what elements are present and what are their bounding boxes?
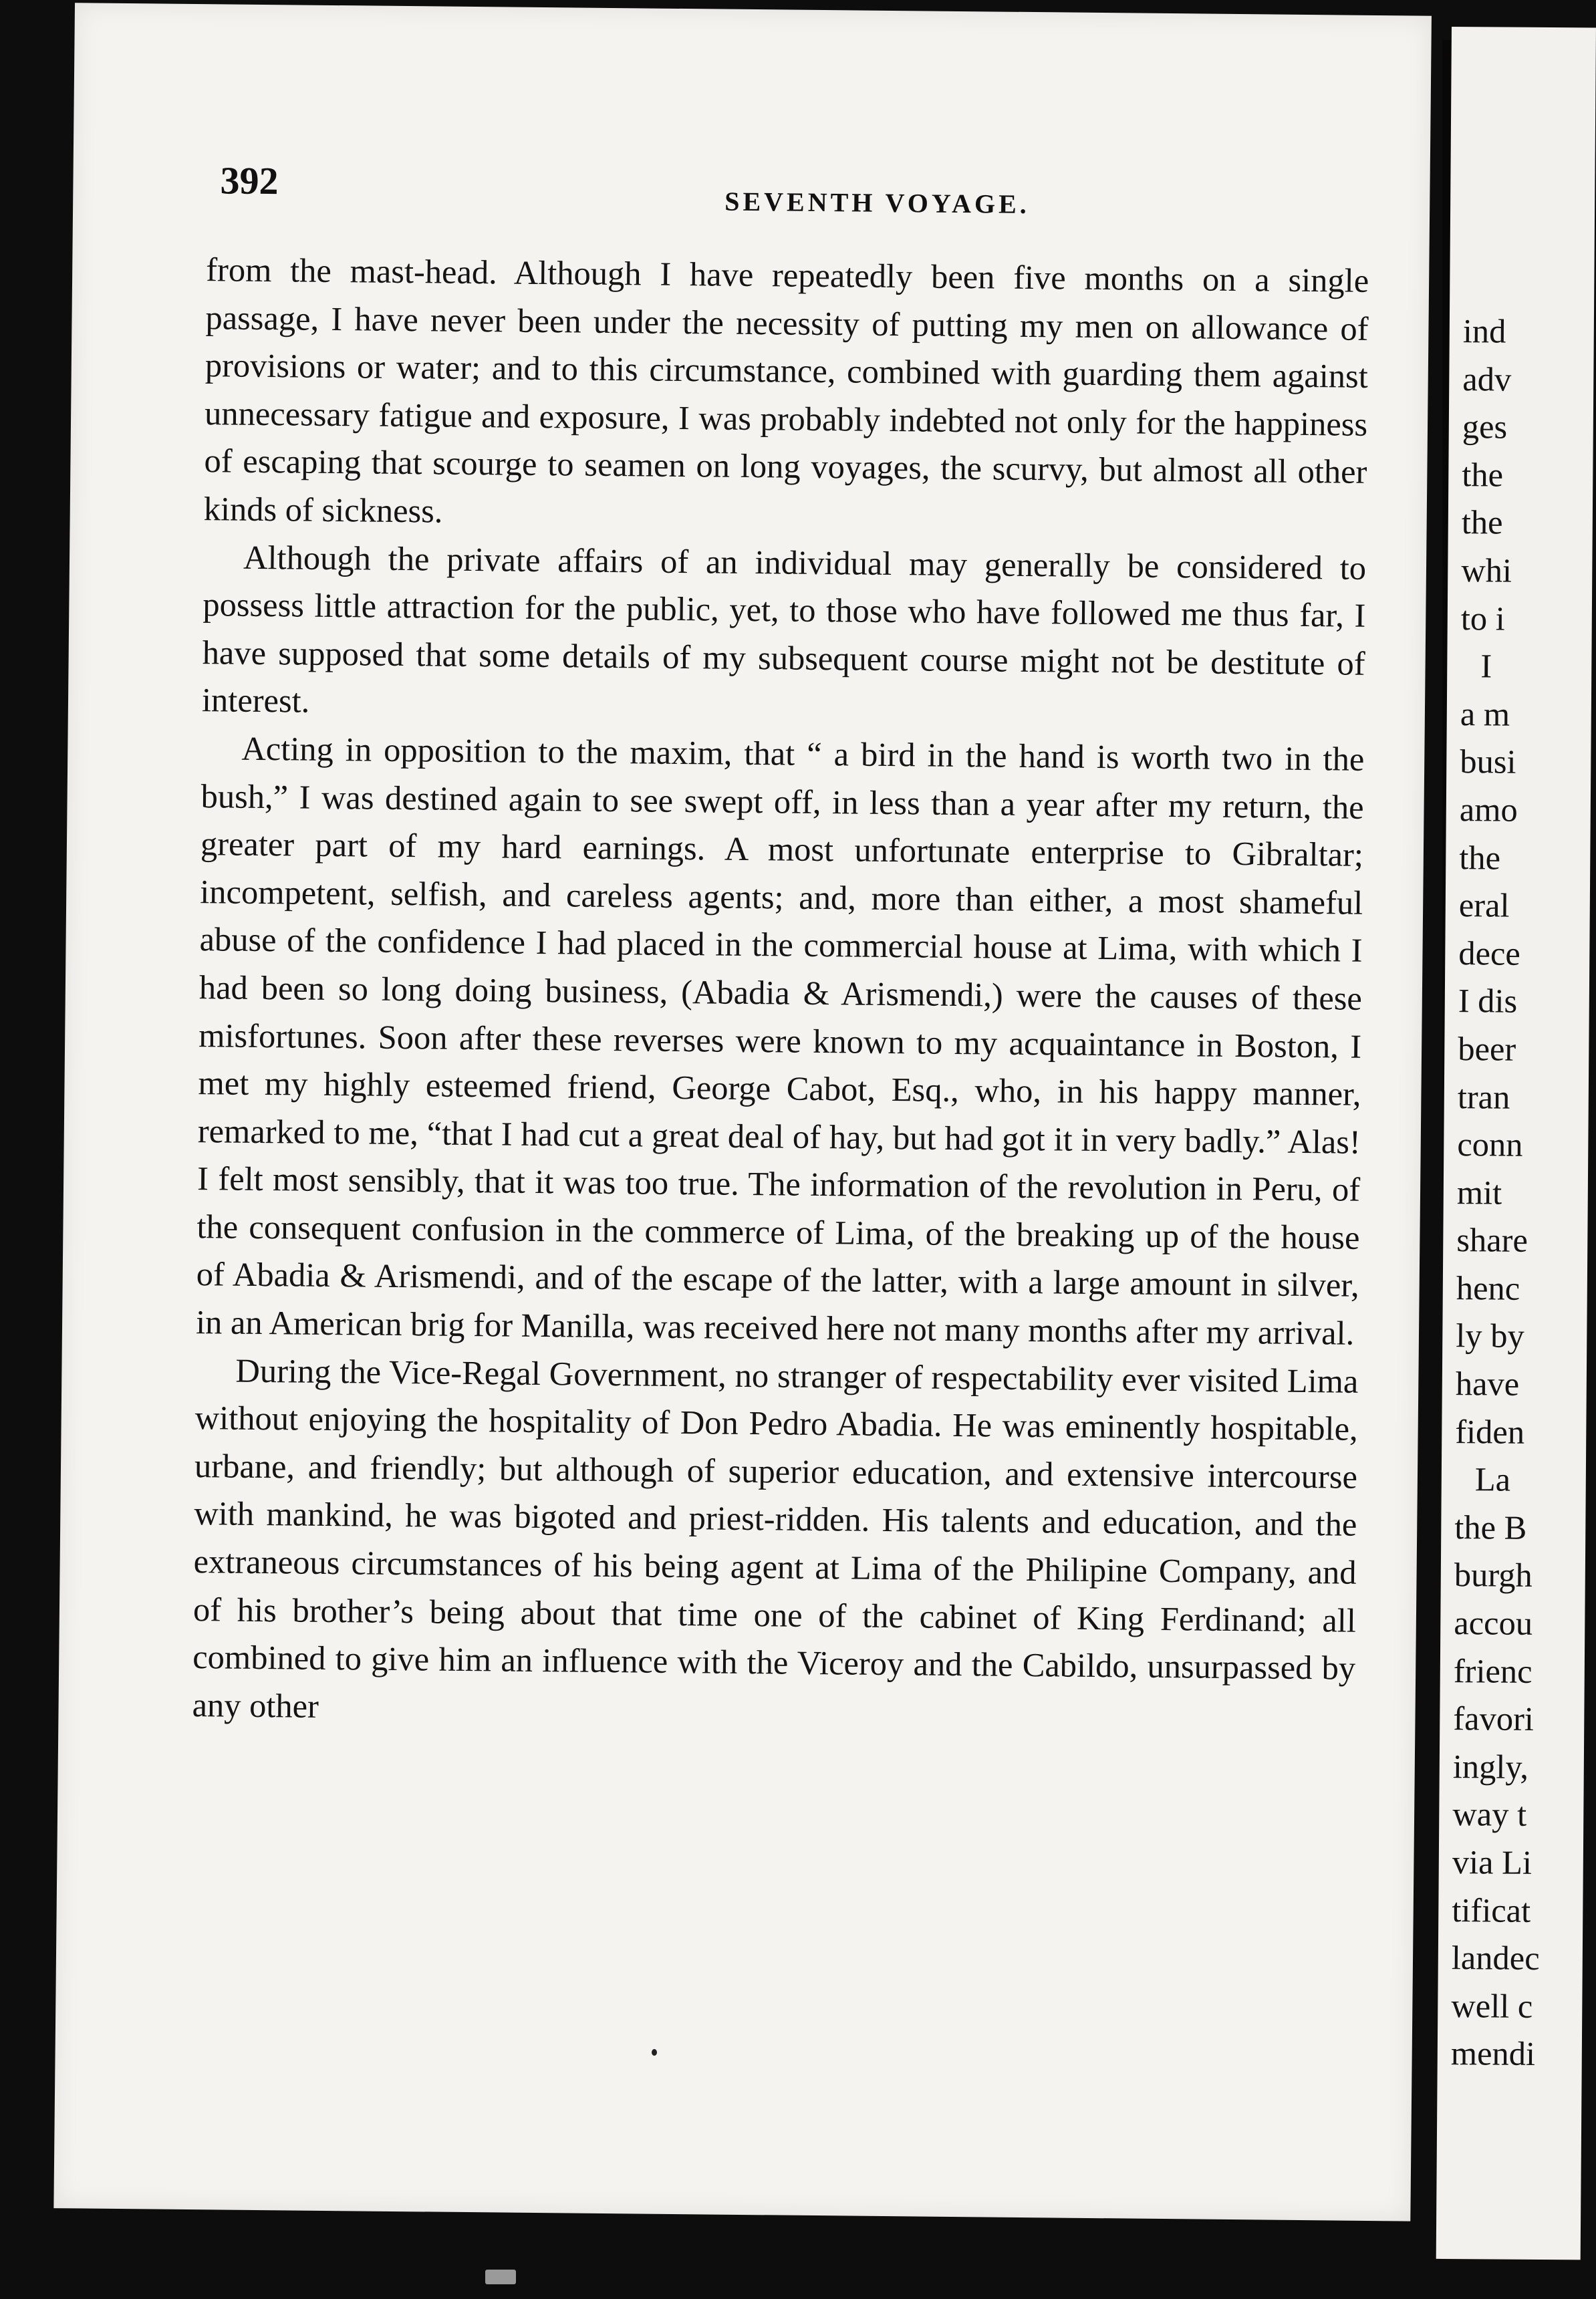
right-line: dece [1458,934,1521,972]
right-line: favori [1453,1700,1535,1738]
running-head: SEVENTH VOYAGE. [724,186,1030,219]
right-line: fiden [1455,1412,1525,1451]
right-line: adv [1462,360,1512,398]
right-line: mit [1456,1173,1502,1212]
right-line: tran [1457,1077,1510,1116]
right-line: busi [1460,742,1516,781]
ink-speck [652,2049,657,2056]
book-page [53,3,1432,2221]
right-line: eral [1458,886,1510,924]
right-line: burgh [1454,1556,1533,1595]
right-line: tificat [1452,1891,1531,1929]
right-line: henc [1456,1268,1520,1307]
paragraph: During the Vice-Regal Government, no stranger of respectability ever visited Lima without enjoying the hospitality of Don Pedro Abadia. He was eminently hospitable, urbane, and friendly; but although of superior education, and extensive intercourse with mankind, he was bigoted and priest-ridden. His talents and education, and the extraneous circumstances of his being agent at Lima of the Philipine Company, and of his brother’s being about that time one of the cabinet of King Ferdinand; all combined to give him an influence with the Viceroy and the Cabildo, unsurpassed by any other [192,1351,1359,1725]
right-line: beer [1458,1030,1516,1068]
right-line: have [1455,1365,1520,1403]
right-page-text [1451,307,1596,2078]
right-line: frienc [1453,1651,1533,1690]
page-body [192,246,1369,1740]
paragraph: Acting in opposition to the maxim, that “ a bird in the hand is worth two in the bush,” I was destined again to see swept off, in less than a year after my return, the greater part of my hard earnings. A most unfortunate enterprise to Gibraltar; incompetent, selfish, and careless agents; and, more than either, a most shameful abuse of the confidence I had placed in the commercial house at Lima, with which I had been so long doing business, (Abadia & Arismendi,) were the causes of these misfortunes. Soon after these reverses were known to my acquaintance in Boston, I met my highly esteemed friend, George Cabot, Esq., who, in his happy manner, remarked to me, “that I had cut a great deal of hay, but had got it in very badly.” Alas! I felt most sensibly, that it was too true. The information of the revolution in Peru, of the consequent confusion in the commerce of Lima, of the breaking up of the house of Abadia & Arismendi, and of the escape of the latter, with a large amount in silver, in an American brig for Manilla, was received here not many months after my arrival. [195,729,1365,1352]
scanner-mark [485,2270,516,2284]
right-line: I dis [1458,982,1518,1021]
right-line: well c [1451,1986,1533,2025]
right-line: ges [1462,408,1508,446]
right-page-edge [1436,27,1596,2260]
right-line: a m [1460,694,1510,733]
right-line: way t [1452,1795,1527,1834]
right-line: the [1462,455,1504,494]
right-line: La [1474,1460,1511,1498]
right-line: accou [1454,1604,1533,1642]
right-line: whi [1461,551,1512,589]
page-number: 392 [220,158,279,203]
right-line: amo [1459,791,1518,829]
right-line: the [1461,503,1503,541]
right-line: the [1459,838,1501,877]
right-line: ind [1462,312,1506,350]
right-line: via Li [1452,1843,1533,1881]
right-line: landec [1451,1939,1540,1978]
paragraph: Although the private affairs of an individual may generally be considered to possess little attraction for the public, yet, to those who have followed me thus far, I have supposed that some details of my subsequent course might not be destitute of interest. [201,538,1367,720]
right-line: the B [1454,1508,1527,1546]
page-header [220,158,1424,229]
right-line: I [1480,647,1492,685]
right-line: share [1456,1221,1528,1260]
right-line: ingly, [1452,1747,1529,1786]
right-line: mendi [1450,2034,1536,2073]
right-line: to i [1460,599,1505,638]
right-line: conn [1457,1125,1523,1164]
paragraph: from the mast-head. Although I have repeatedly been five months on a single passage, I have never been under the necessity of putting my men on allowance of provisions or water; and to this circumstance, combined with guarding them against unnecessary fatigue and exposure, I was probably indebted not only for the happiness of escaping that scourge to seamen on long voyages, the scurvy, but almost all other kinds of sickness. [203,251,1369,530]
right-line: ly by [1456,1317,1524,1355]
